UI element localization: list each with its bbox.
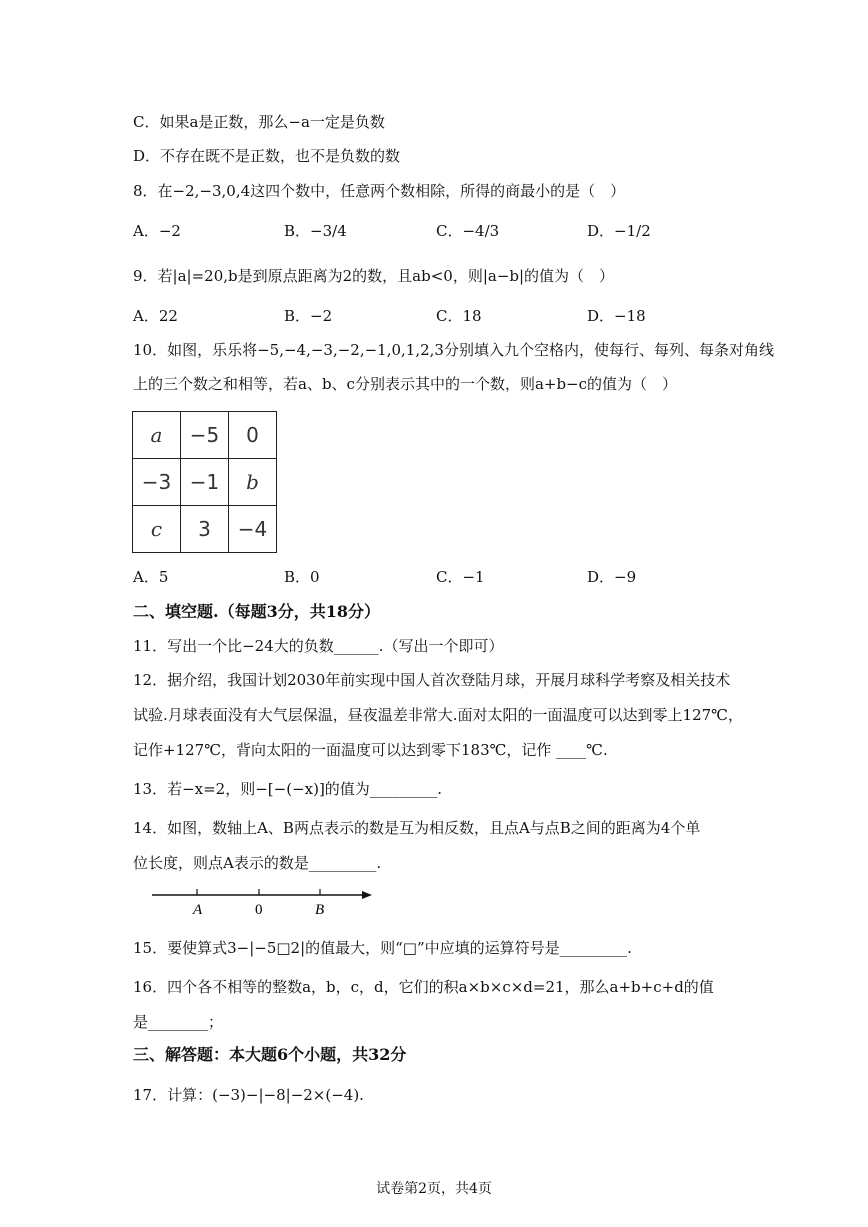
- section-3-heading: 三、解答题：本大题6个小题，共32分: [133, 1045, 407, 1064]
- square-cell: −5: [181, 412, 229, 459]
- point-a-label: A: [193, 902, 203, 918]
- q9-option-a: A．22: [133, 307, 178, 325]
- q8-option-d: D．−1/2: [587, 222, 651, 240]
- question-14-line2: 位长度，则点A表示的数是_________.: [133, 854, 382, 872]
- question-10-line1: 10．如图，乐乐将−5,−4,−3,−2,−1,0,1,2,3分别填入九个空格内，使每行、每列、每条对角线: [133, 341, 774, 359]
- question-17: 17．计算：(−3)−|−8|−2×(−4).: [133, 1086, 364, 1104]
- question-10-line2: 上的三个数之和相等，若a、b、c分别表示其中的一个数，则a+b−c的值为（ ）: [133, 375, 678, 393]
- question-8: 8．在−2,−3,0,4这四个数中，任意两个数相除，所得的商最小的是（ ）: [133, 182, 626, 200]
- section-2-heading: 二、填空题.（每题3分，共18分）: [133, 602, 380, 621]
- question-11: 11．写出一个比−24大的负数______.（写出一个即可）: [133, 637, 504, 655]
- q9-option-c: C．18: [436, 307, 482, 325]
- question-9: 9．若|a|=20,b是到原点距离为2的数，且ab<0，则|a−b|的值为（ ）: [133, 267, 615, 285]
- q8-option-a: A．−2: [133, 222, 181, 240]
- question-c-option: C．如果a是正数，那么−a一定是负数: [133, 113, 385, 131]
- number-line: [150, 880, 380, 920]
- question-d-option: D．不存在既不是正数，也不是负数的数: [133, 147, 401, 165]
- square-cell: c: [133, 506, 181, 553]
- question-14-line1: 14．如图，数轴上A、B两点表示的数是互为相反数，且点A与点B之间的距离为4个单: [133, 819, 701, 837]
- question-16-line1: 16．四个各不相等的整数a，b，c，d，它们的积a×b×c×d=21，那么a+b+c+d的值: [133, 978, 714, 996]
- q8-option-c: C．−4/3: [436, 222, 500, 240]
- q8-option-b: B．−3/4: [284, 222, 347, 240]
- square-cell: −3: [133, 459, 181, 506]
- question-12-line2: 试验.月球表面没有大气层保温，昼夜温差非常大.面对太阳的一面温度可以达到零上127℃，: [133, 706, 743, 724]
- q10-option-a: A．5: [133, 568, 169, 586]
- square-cell: 3: [181, 506, 229, 553]
- question-15: 15．要使算式3−|−5□2|的值最大，则“□”中应填的运算符号是_________.: [133, 939, 632, 957]
- magic-square: [132, 411, 277, 553]
- origin-label: 0: [255, 902, 263, 918]
- square-cell: −4: [229, 506, 277, 553]
- square-cell: 0: [229, 412, 277, 459]
- square-cell: b: [229, 459, 277, 506]
- question-12-line3: 记作+127℃，背向太阳的一面温度可以达到零下183℃，记作 ____℃.: [133, 741, 608, 759]
- q10-option-b: B．0: [284, 568, 320, 586]
- question-16-line2: 是________；: [133, 1013, 224, 1031]
- question-13: 13．若−x=2，则−[−(−x)]的值为_________.: [133, 780, 443, 798]
- question-12-line1: 12．据介绍，我国计划2030年前实现中国人首次登陆月球，开展月球科学考察及相关技术: [133, 671, 731, 689]
- page-footer: 试卷第2页，共4页: [376, 1181, 492, 1197]
- q10-option-c: C．−1: [436, 568, 485, 586]
- q10-option-d: D．−9: [587, 568, 637, 586]
- square-cell: a: [133, 412, 181, 459]
- q9-option-d: D．−18: [587, 307, 646, 325]
- square-cell: −1: [181, 459, 229, 506]
- q9-option-b: B．−2: [284, 307, 333, 325]
- point-b-label: B: [315, 902, 325, 918]
